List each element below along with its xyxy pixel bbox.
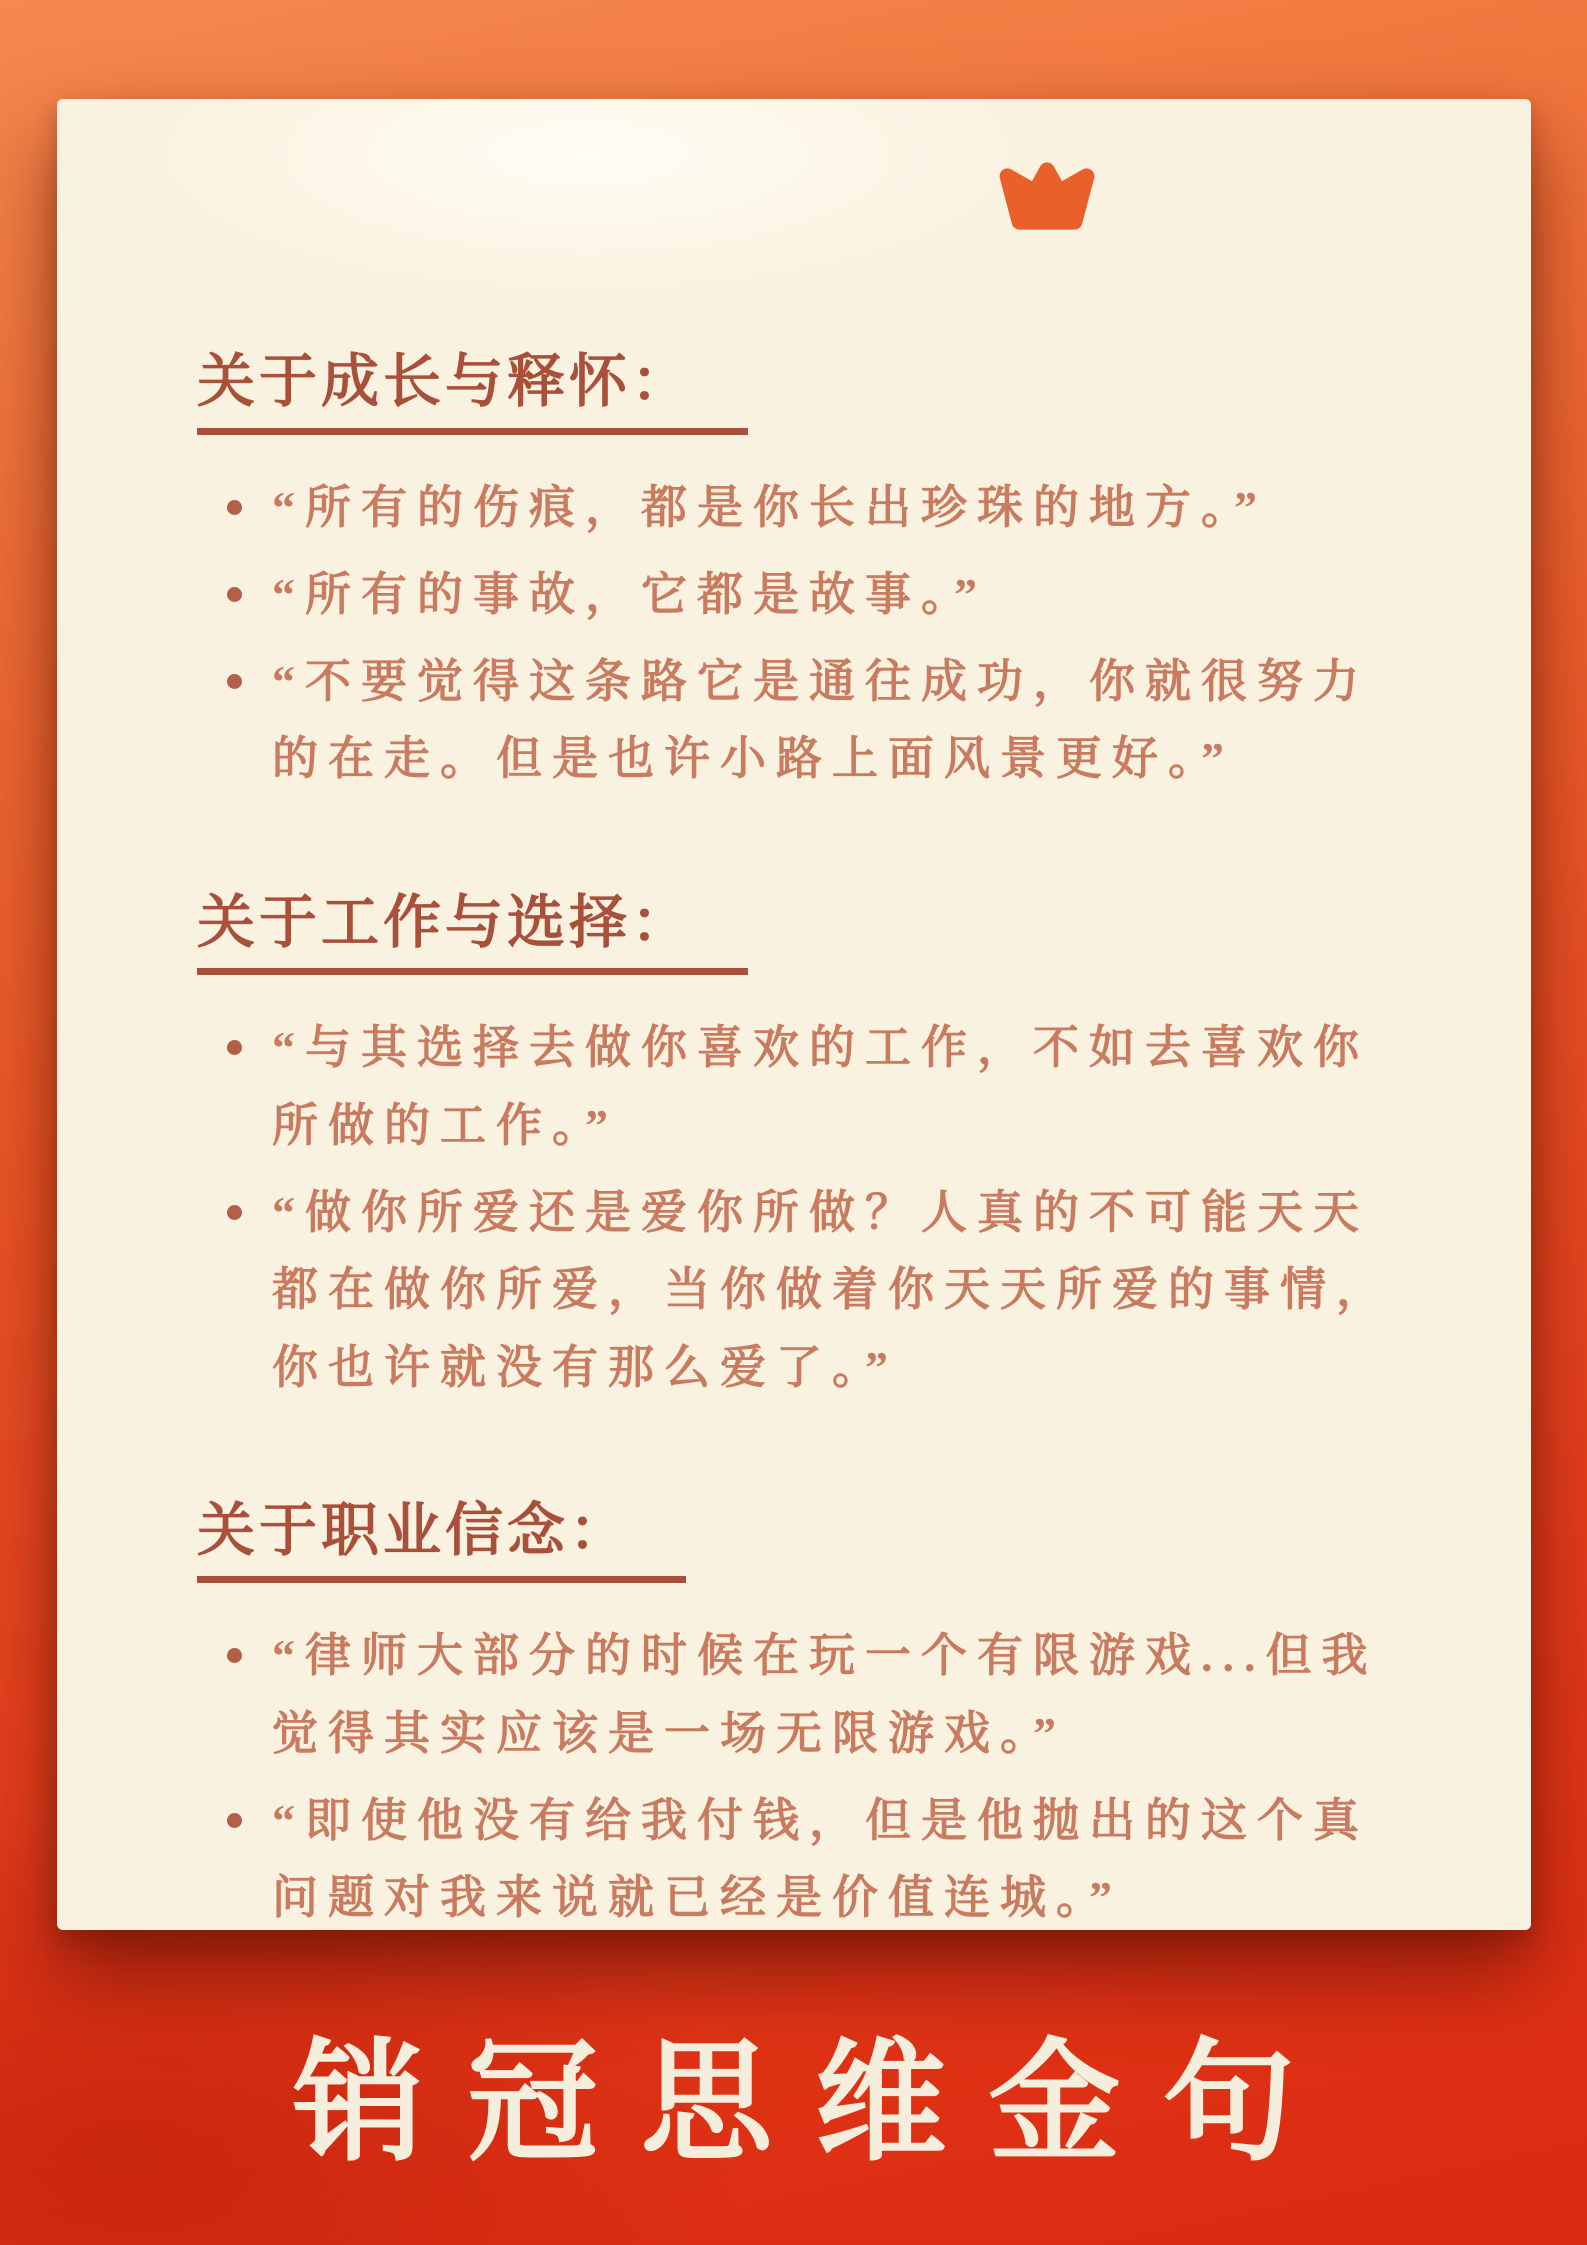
section-growth — [197, 349, 1411, 798]
card-content — [197, 99, 1411, 1937]
quote-list — [197, 469, 1411, 798]
crown-icon — [985, 157, 1109, 241]
section-work-heading — [197, 890, 1411, 976]
quote-item: “所有的事故，它都是故事。” — [197, 556, 1411, 633]
quote-list — [197, 1617, 1411, 1936]
heading-text: 关于职业信念： — [197, 1498, 686, 1584]
quote-item: “不要觉得这条路它是通往成功，你就很努力的在走。但是也许小路上面风景更好。” — [197, 643, 1411, 798]
quote-item: “所有的伤痕，都是你长出珍珠的地方。” — [197, 469, 1411, 546]
quote-item: “律师大部分的时候在玩一个有限游戏...但我觉得其实应该是一场无限游戏。” — [197, 1617, 1411, 1772]
quote-item: “做你所爱还是爱你所做？人真的不可能天天都在做你所爱，当你做着你天天所爱的事情，你也许就没有那么爱了。” — [197, 1174, 1411, 1406]
section-belief — [197, 1498, 1411, 1937]
section-growth-heading — [197, 349, 1411, 435]
section-work — [197, 890, 1411, 1406]
poster-title: 销冠思维金句 — [292, 2029, 1337, 2177]
quote-card — [57, 99, 1531, 1930]
quote-list — [197, 1009, 1411, 1405]
heading-text: 关于工作与选择： — [197, 890, 748, 976]
section-belief-heading — [197, 1498, 1411, 1584]
quote-item: “即使他没有给我付钱，但是他抛出的这个真问题对我来说就已经是价值连城。” — [197, 1782, 1411, 1937]
heading-text: 关于成长与释怀： — [197, 349, 748, 435]
quote-item: “与其选择去做你喜欢的工作，不如去喜欢你所做的工作。” — [197, 1009, 1411, 1164]
